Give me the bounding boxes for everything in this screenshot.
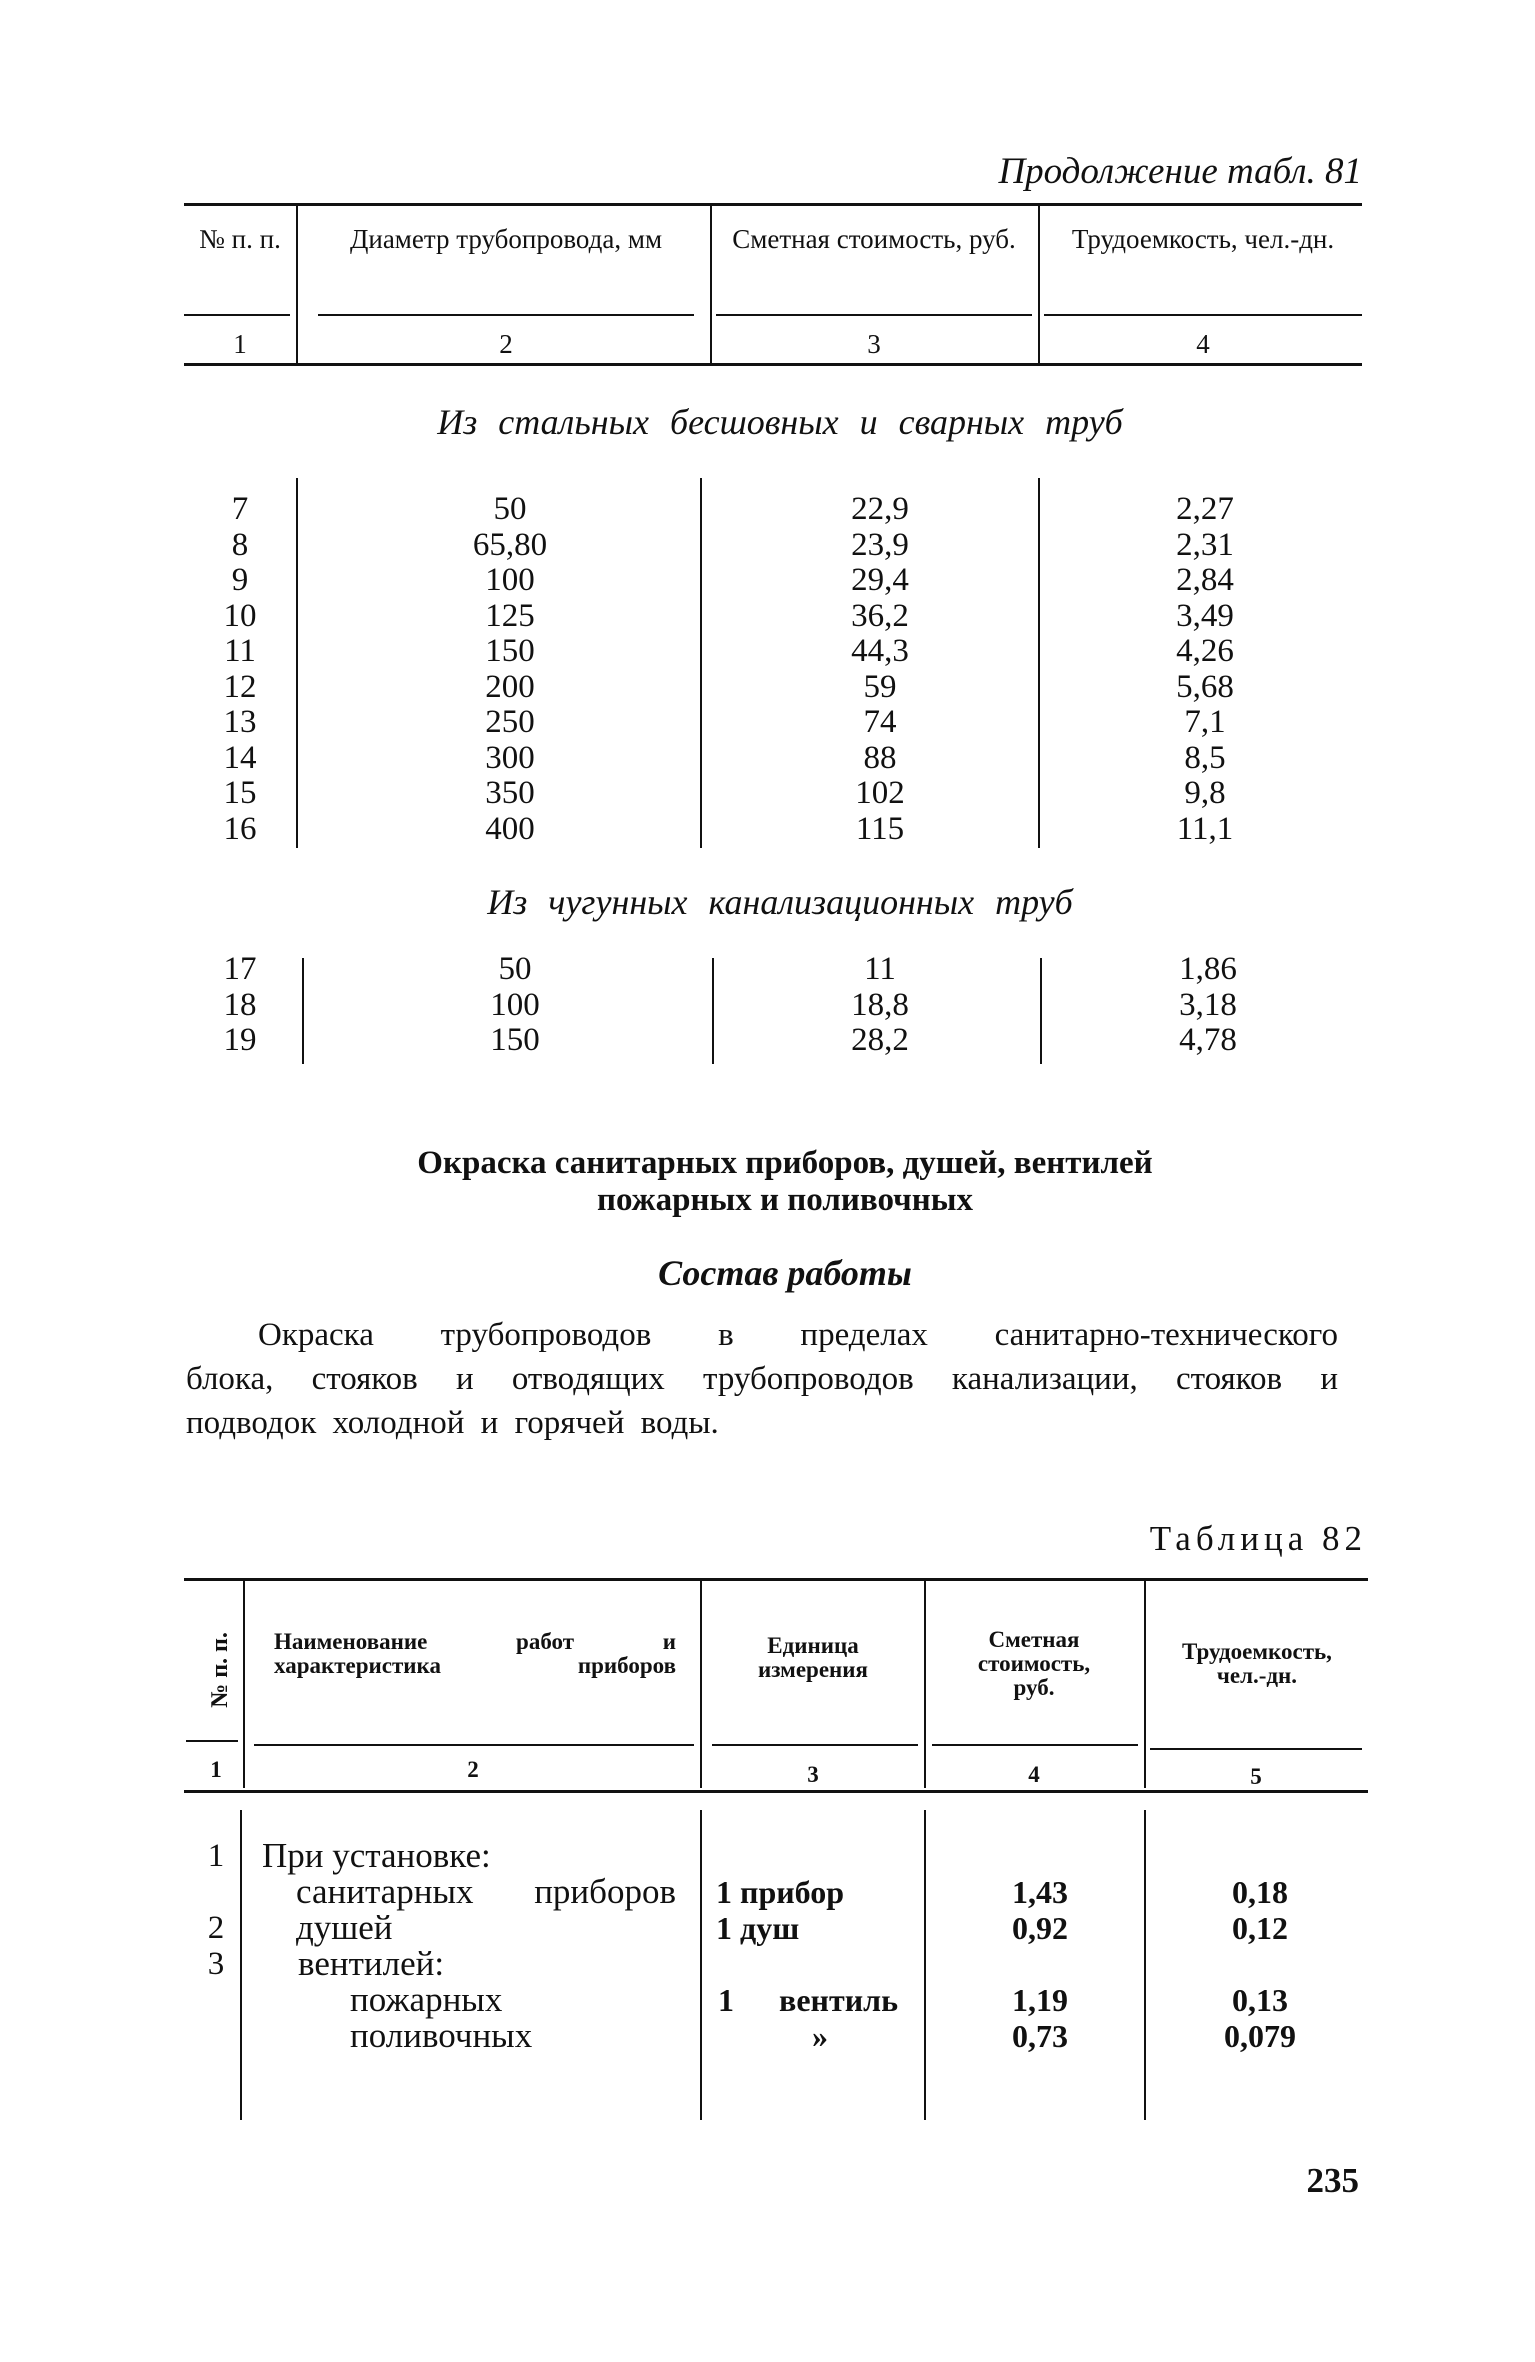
table-82-header-divider	[924, 1580, 926, 1788]
row-number: 14	[223, 739, 257, 776]
diameter-value: 250	[485, 704, 535, 740]
row-number: 7	[231, 491, 249, 527]
table-row	[0, 1874, 1535, 1910]
section-heading-line1: Окраска санитарных приборов, душей, вентилей	[417, 1145, 1153, 1181]
cost-value: 23,9	[851, 526, 909, 563]
table-81-subheader-rule	[1044, 314, 1362, 316]
table-81-section2-rows	[0, 952, 1535, 1059]
table-82-caption: Таблица 82	[1149, 1519, 1367, 1558]
table-82-header-name	[260, 1630, 690, 1678]
header-cost-line2: стоимость,	[977, 1651, 1091, 1676]
table-81-col-number: 2	[499, 329, 513, 359]
labor-value: 2,84	[1176, 562, 1234, 598]
table-82-header-labor	[1146, 1640, 1368, 1688]
table-row	[0, 670, 1535, 706]
labor-value: 1,86	[1179, 951, 1237, 987]
table-82-col-number: 2	[467, 1757, 479, 1782]
cost-value: 29,4	[851, 562, 909, 598]
labor-value: 4,78	[1179, 1022, 1237, 1058]
diameter-value: 150	[485, 633, 535, 669]
work-name: поливочных	[350, 2016, 533, 2055]
table-82-header-divider	[243, 1580, 245, 1788]
section-heading-line2: пожарных и поливочных	[596, 1182, 973, 1218]
header-unit-line1: Единица	[767, 1633, 859, 1658]
row-number: 10	[223, 597, 257, 634]
cost-value: 0,92	[1012, 1910, 1068, 1946]
table-row	[0, 952, 1535, 988]
table-82-subheader-rule	[712, 1744, 918, 1746]
labor-value: 5,68	[1176, 668, 1234, 705]
table-81-col-number: 4	[1196, 329, 1210, 359]
cost-value: 0,73	[1012, 2018, 1068, 2054]
continuation-caption: Продолжение табл. 81	[998, 151, 1362, 192]
row-number: 16	[223, 810, 257, 847]
table-82-subheader-rule	[186, 1740, 238, 1742]
diameter-value: 100	[485, 562, 535, 598]
header-cost-line1: Сметная	[988, 1627, 1080, 1652]
table-81-subheader-rule	[184, 314, 290, 316]
table-82-top-rule	[184, 1578, 1368, 1581]
table-row	[0, 1982, 1535, 2018]
table-row	[0, 563, 1535, 599]
labor-value: 11,1	[1176, 810, 1234, 847]
row-number: 9	[231, 562, 249, 598]
diameter-value: 150	[490, 1022, 540, 1058]
diameter-value: 100	[490, 986, 540, 1023]
table-81-subheader-rule	[318, 314, 694, 316]
labor-value: 7,1	[1184, 704, 1226, 740]
table-81-header-divider	[1038, 205, 1040, 363]
labor-value: 0,12	[1232, 1910, 1288, 1946]
labor-value: 2,31	[1176, 526, 1234, 563]
table-81-section1-rows	[0, 492, 1535, 847]
diameter-value: 125	[485, 597, 535, 634]
header-name-line2: характеристика приборов	[274, 1653, 676, 1678]
diameter-value: 50	[493, 491, 527, 527]
work-name: При установке:	[262, 1836, 491, 1875]
labor-value: 3,18	[1179, 986, 1237, 1023]
cost-value: 28,2	[851, 1022, 909, 1058]
row-number: 19	[223, 1022, 257, 1058]
table-82-col-number: 1	[210, 1757, 222, 1782]
cost-value: 88	[863, 739, 897, 776]
table-81-top-rule	[184, 203, 1362, 206]
table-row	[0, 528, 1535, 564]
cost-value: 11	[864, 951, 896, 987]
table-81-header-cost: Сметная стоимость, руб.	[732, 224, 1016, 254]
row-number: 8	[231, 526, 249, 563]
labor-value: 0,13	[1232, 1982, 1288, 2018]
paragraph-line2: блока, стояков и отводящих трубопроводов канализации, стояков и	[186, 1361, 1338, 1397]
diameter-value: 65,80	[472, 526, 548, 563]
table-row	[0, 1946, 1535, 1982]
table-81-header-diameter: Диаметр трубопровода, мм	[349, 224, 663, 254]
labor-value: 8,5	[1184, 739, 1226, 776]
table-82-col-number: 3	[807, 1762, 819, 1787]
row-number: 15	[223, 775, 257, 811]
table-82-header-number: № п. п.	[207, 1632, 233, 1708]
cost-value: 115	[855, 810, 905, 847]
table-81-section-title: Из стальных бесшовных и сварных труб	[437, 402, 1123, 442]
table-81-header-bottom-rule	[184, 363, 1362, 366]
header-name-line1: Наименование работ и	[274, 1629, 676, 1654]
cost-value: 22,9	[851, 491, 909, 527]
page-number: 235	[1306, 2161, 1359, 2200]
cost-value: 59	[863, 668, 897, 705]
diameter-value: 200	[485, 668, 535, 705]
row-number: 17	[223, 951, 257, 987]
table-row	[0, 1838, 1535, 1874]
diameter-value: 300	[485, 739, 535, 776]
row-number: 18	[223, 986, 257, 1023]
table-row	[0, 776, 1535, 812]
work-name: санитарных приборов	[296, 1872, 676, 1911]
table-row	[0, 634, 1535, 670]
cost-value: 18,8	[851, 986, 909, 1023]
labor-value: 0,18	[1232, 1874, 1288, 1910]
table-row	[0, 705, 1535, 741]
row-number: 11	[224, 633, 256, 669]
diameter-value: 50	[498, 951, 532, 987]
diameter-value: 350	[485, 775, 535, 811]
table-81-header-labor: Трудоемкость, чел.-дн.	[1071, 224, 1335, 254]
table-82-header-cost	[928, 1628, 1140, 1700]
table-82-subheader-rule	[932, 1744, 1138, 1746]
table-row	[0, 1023, 1535, 1059]
table-81-col-number: 1	[233, 329, 247, 359]
paragraph-line1: Окраска трубопроводов в пределах санитарно-технического	[258, 1317, 1338, 1353]
labor-value: 3,49	[1176, 597, 1234, 634]
unit-value: 1 душ	[716, 1910, 800, 1946]
table-81-header-number: № п. п.	[199, 224, 281, 254]
table-82-rows	[0, 1838, 1535, 2054]
table-81-section-title: Из чугунных канализационных труб	[487, 882, 1073, 922]
subheading: Состав работы	[658, 1253, 912, 1293]
labor-value: 0,079	[1224, 2018, 1296, 2054]
labor-value: 4,26	[1176, 633, 1234, 669]
work-name: душей	[296, 1908, 393, 1947]
table-82-col-number: 5	[1250, 1764, 1262, 1789]
table-row	[0, 988, 1535, 1024]
unit-value: 1 вентиль	[718, 1982, 898, 2018]
table-82-col-number: 4	[1028, 1762, 1040, 1787]
header-labor-line1: Трудоемкость,	[1182, 1639, 1332, 1664]
row-number: 2	[207, 1910, 225, 1946]
labor-value: 2,27	[1176, 491, 1234, 527]
cost-value: 102	[855, 775, 905, 811]
table-82-header-bottom-rule	[184, 1790, 1368, 1793]
table-82-header-divider	[700, 1580, 702, 1788]
header-unit-line2: измерения	[758, 1657, 868, 1682]
cost-value: 44,3	[851, 633, 909, 669]
work-name: вентилей:	[298, 1944, 445, 1983]
cost-value: 1,43	[1012, 1874, 1068, 1910]
table-row	[0, 492, 1535, 528]
table-82-subheader-rule	[1150, 1748, 1362, 1750]
row-number: 1	[207, 1838, 225, 1874]
row-number: 3	[207, 1946, 225, 1982]
table-81-header-divider	[296, 205, 298, 363]
table-82-subheader-rule	[254, 1744, 694, 1746]
row-number: 13	[223, 704, 257, 740]
table-row	[0, 1910, 1535, 1946]
table-82-header-unit	[705, 1634, 921, 1682]
header-cost-line3: руб.	[1013, 1675, 1055, 1700]
table-row	[0, 599, 1535, 635]
row-number: 12	[223, 668, 257, 705]
cost-value: 36,2	[851, 597, 909, 634]
unit-value: 1 прибор	[716, 1874, 845, 1910]
table-81-header-divider	[710, 205, 712, 363]
labor-value: 9,8	[1184, 775, 1226, 811]
table-row	[0, 2018, 1535, 2054]
table-row	[0, 741, 1535, 777]
cost-value: 1,19	[1012, 1982, 1068, 2018]
header-labor-line2: чел.-дн.	[1216, 1663, 1298, 1688]
table-81-subheader-rule	[716, 314, 1032, 316]
paragraph-line3: подводок холодной и горячей воды.	[186, 1405, 719, 1441]
cost-value: 74	[863, 704, 897, 740]
diameter-value: 400	[485, 810, 535, 847]
table-81-col-number: 3	[867, 329, 881, 359]
table-row	[0, 812, 1535, 848]
work-name: пожарных	[350, 1980, 503, 2019]
unit-value: »	[812, 2018, 828, 2054]
